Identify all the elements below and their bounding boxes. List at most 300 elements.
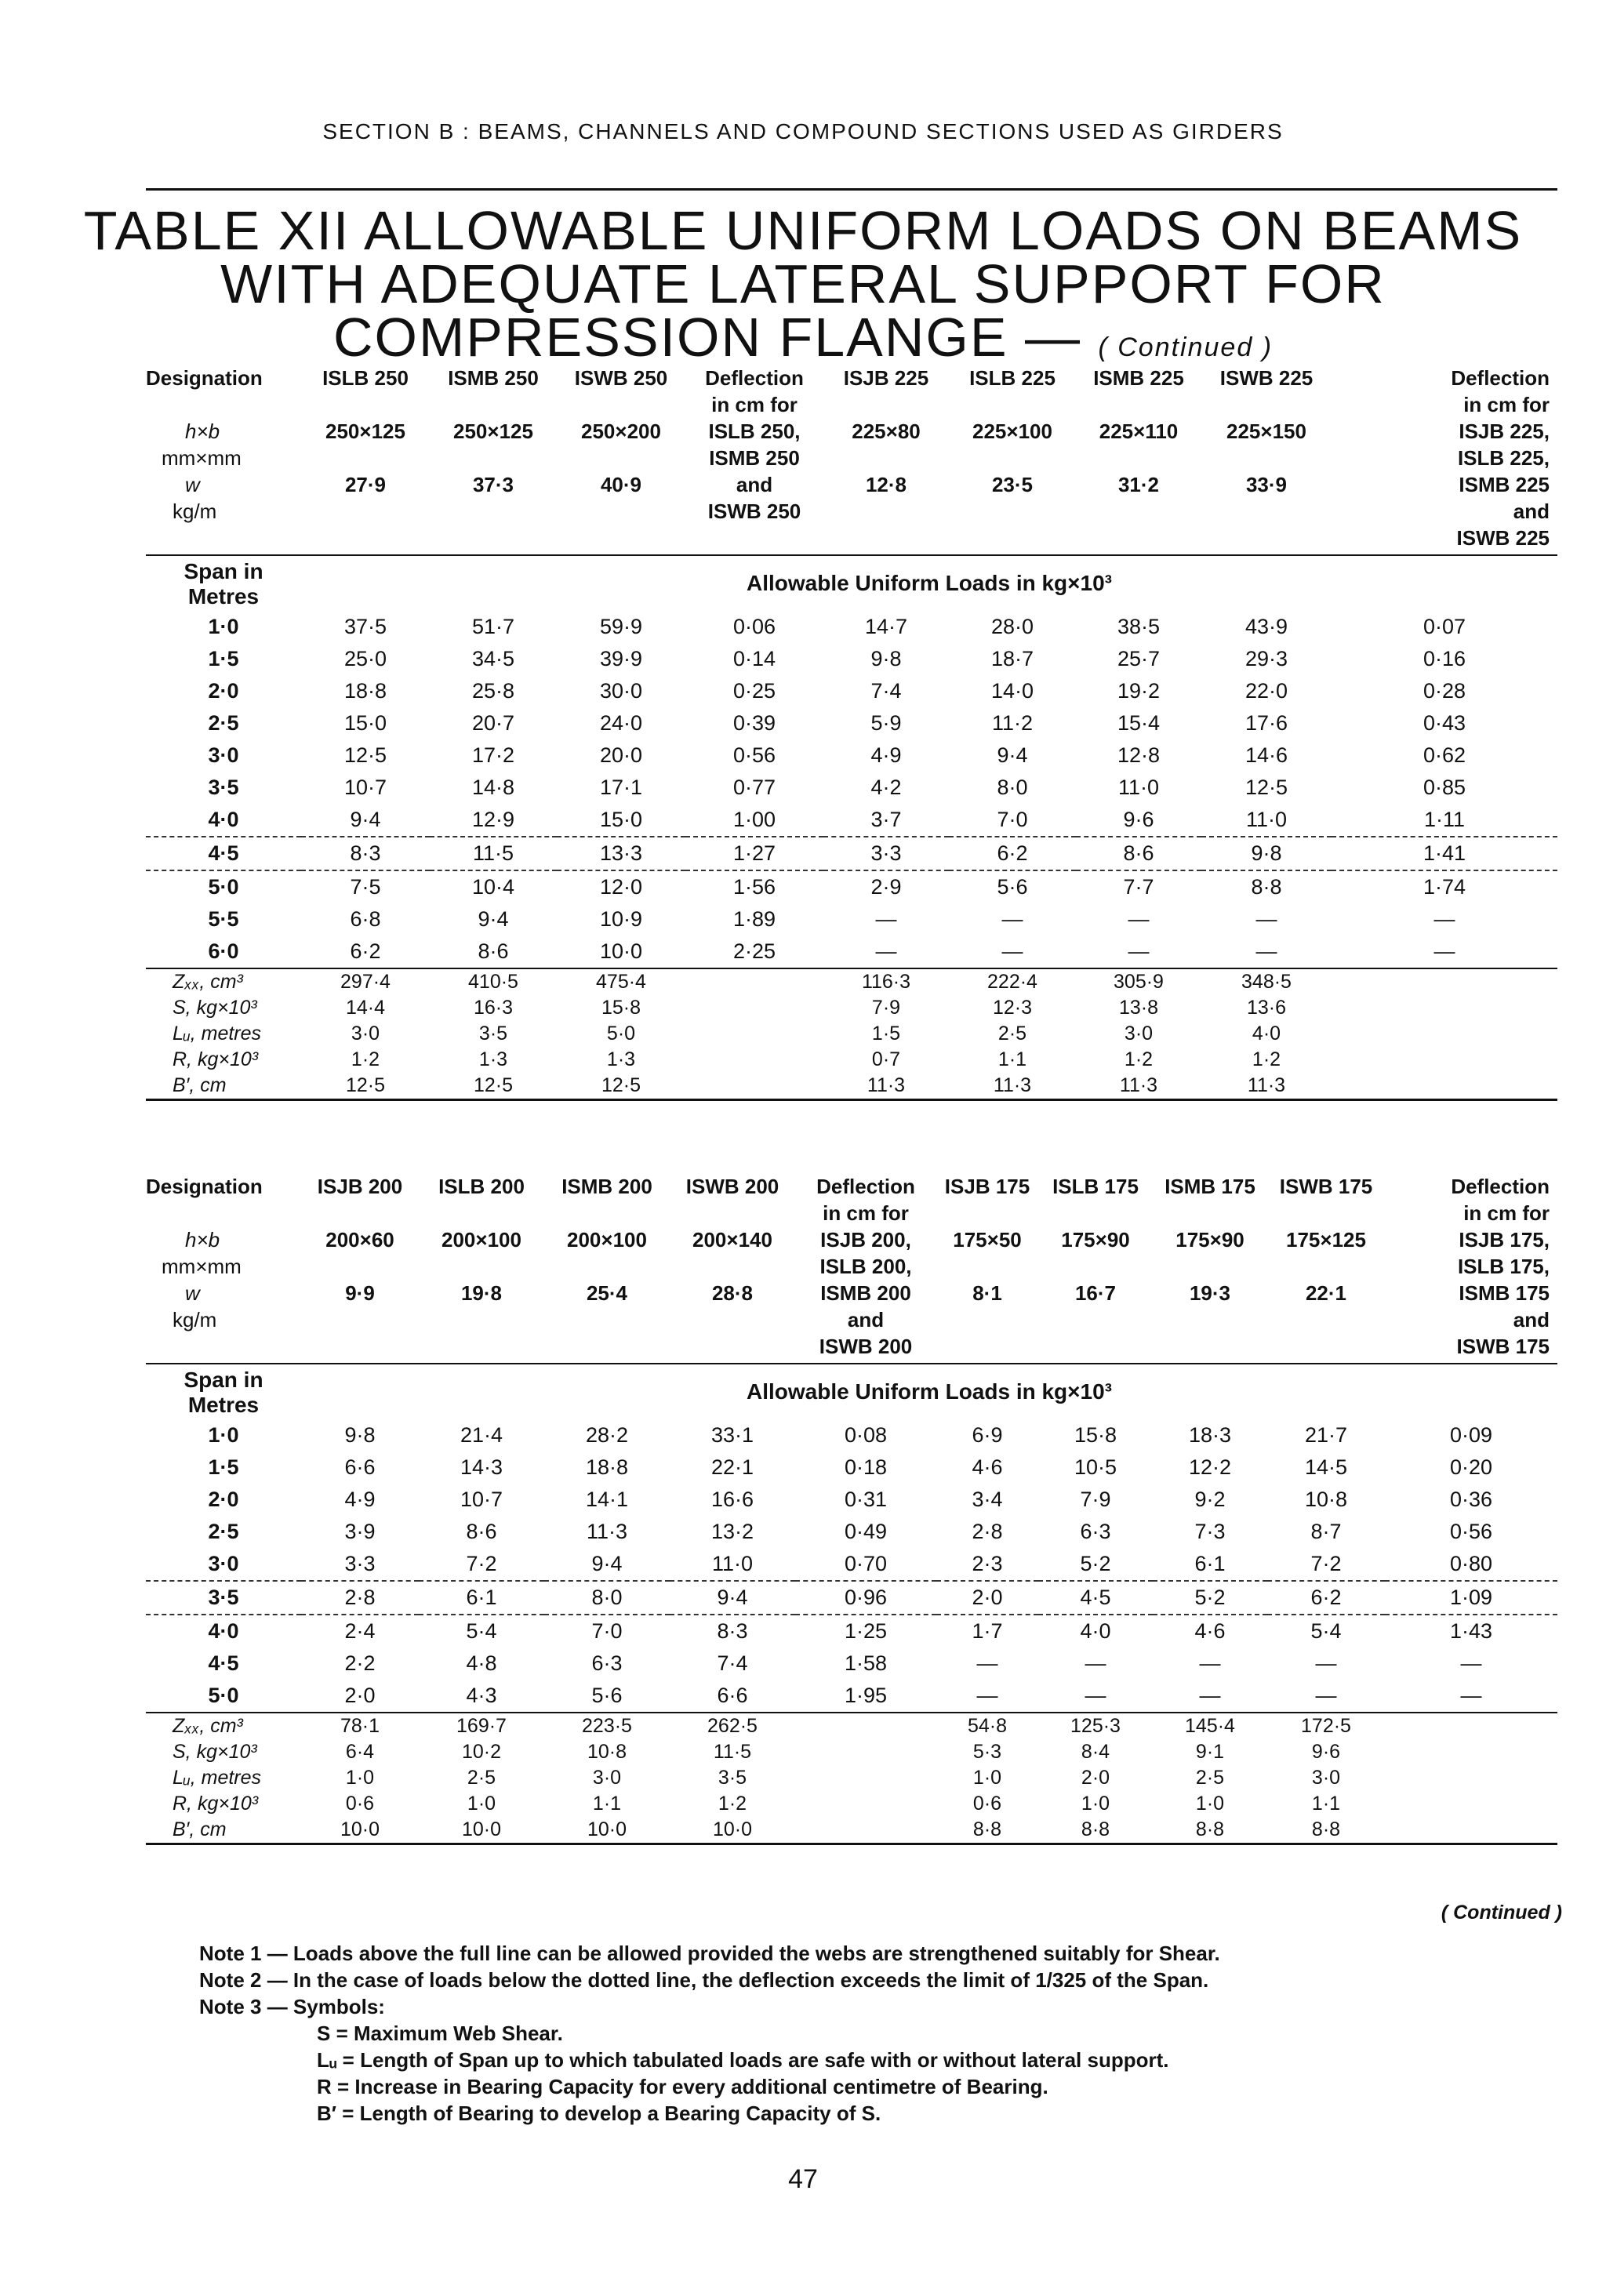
table-cell: 6·3 <box>1080 1520 1111 1543</box>
table-cell: 2·5 <box>997 1023 1027 1044</box>
table-cell: 4·9 <box>344 1488 376 1511</box>
table-cell: 0·36 <box>1449 1488 1493 1511</box>
w-cell: 28·8 <box>711 1281 754 1305</box>
row-label: 1·5 <box>208 647 239 670</box>
table-cell: 0·16 <box>1423 647 1466 670</box>
table-cell: 5·4 <box>419 1615 544 1648</box>
table-cell: 8·3 <box>301 837 430 870</box>
row-label: 6·0 <box>208 939 239 963</box>
table-row <box>146 1484 1557 1516</box>
table-cell: 7·0 <box>544 1615 670 1648</box>
table-cell: — <box>875 907 897 931</box>
table-cell <box>1332 1073 1557 1099</box>
table-cell: 10·5 <box>1074 1455 1117 1479</box>
row-label: 1·0 <box>208 1423 239 1447</box>
table-cell: 17·1 <box>599 776 643 799</box>
designation-label: Designation <box>146 366 263 390</box>
w-cell: 19·3 <box>1189 1281 1231 1305</box>
row-label: S, kg×10³ <box>173 1741 257 1763</box>
table-cell <box>1332 1047 1557 1073</box>
table-cell: 0·56 <box>732 743 776 767</box>
table-cell: 2·4 <box>301 1615 419 1648</box>
table-row <box>146 1765 1557 1791</box>
table-cell: 12·5 <box>1244 776 1288 799</box>
table-cell: 9·4 <box>670 1581 795 1615</box>
table-cell: 8·0 <box>544 1581 670 1615</box>
w-cell: 8·1 <box>972 1281 1002 1305</box>
table-cell: 10·0 <box>461 1818 502 1840</box>
table-cell <box>1385 1791 1557 1817</box>
table-cell: 30·0 <box>599 679 643 703</box>
w-unit-label: kg/m <box>173 1308 217 1331</box>
w-cell: 16·7 <box>1074 1281 1117 1305</box>
table-cell: — <box>1085 1684 1106 1707</box>
table-cell: 2·3 <box>972 1552 1003 1575</box>
table-cell: 7·0 <box>997 808 1028 831</box>
table-cell: 6·1 <box>419 1581 544 1615</box>
table-cell: 14·0 <box>990 679 1034 703</box>
table-cell: 8·3 <box>670 1615 795 1648</box>
table-cell: 18·7 <box>990 647 1034 670</box>
table-cell: 0·39 <box>732 711 776 735</box>
table-cell <box>1385 1765 1557 1791</box>
table-row <box>146 1021 1557 1047</box>
span-label-2: Metres <box>187 584 260 609</box>
table-cell: 8·6 <box>478 939 509 963</box>
w-cell: 12·8 <box>865 473 907 496</box>
table-cell: 33·1 <box>710 1423 754 1447</box>
section-header: SECTION B : BEAMS, CHANNELS AND COMPOUND SECTIONS USED AS GIRDERS <box>322 119 1284 144</box>
hb-unit-label: mm×mm <box>162 446 242 470</box>
table-cell: — <box>1315 1684 1337 1707</box>
row-label: R, kg×10³ <box>173 1793 259 1815</box>
w-label: w <box>185 1281 200 1305</box>
hb-cell: 250×125 <box>453 420 533 443</box>
row-label: Zₓₓ, cm³ <box>173 971 243 993</box>
table-cell: 59·9 <box>599 615 643 638</box>
table-cell: — <box>1128 907 1150 931</box>
w-cell: 22·1 <box>1305 1281 1347 1305</box>
notes <box>199 1940 1548 2127</box>
table-cell: 17·6 <box>1244 711 1288 735</box>
table-row <box>146 1451 1557 1484</box>
designation-cell: ISJB 175 <box>944 1175 1030 1198</box>
table-cell: 2·25 <box>732 939 776 963</box>
table-cell: 10·2 <box>461 1741 502 1763</box>
row-label: 3·5 <box>208 776 239 799</box>
note-label: Note 1 <box>199 1942 262 1965</box>
table-cell <box>795 1817 936 1843</box>
table-row <box>146 1581 1557 1615</box>
table-cell: 1·1 <box>1311 1793 1341 1815</box>
table-row <box>146 1791 1557 1817</box>
table-cell: 11·3 <box>586 1520 628 1543</box>
block2-load-table <box>146 1419 1557 1712</box>
hb-cell: 225×80 <box>852 420 921 443</box>
table-cell: 297·4 <box>340 971 391 993</box>
row-label: Lᵤ, metres <box>173 1767 262 1789</box>
table-row <box>146 739 1557 772</box>
table-cell: 7·2 <box>466 1552 497 1575</box>
table-cell: 1·7 <box>936 1615 1038 1648</box>
designation-cell: ISJB 200 <box>317 1175 403 1198</box>
table-cell: 2·0 <box>936 1581 1038 1615</box>
table-cell: 0·49 <box>844 1520 888 1543</box>
table-cell: 0·07 <box>1423 615 1466 638</box>
hb-cell: 175×125 <box>1286 1228 1366 1252</box>
table-cell: 6·8 <box>350 907 381 931</box>
table-cell: 1·11 <box>1423 808 1466 831</box>
table-cell: 14·4 <box>345 997 386 1019</box>
table-cell: 0·6 <box>345 1793 375 1815</box>
hb-label: h×b <box>185 1228 220 1252</box>
table-cell: — <box>1255 907 1277 931</box>
designation-cell: ISLB 250 <box>322 366 409 390</box>
table-cell: 12·8 <box>1117 743 1161 767</box>
table-cell: 3·9 <box>344 1520 376 1543</box>
table-cell: 3·7 <box>870 808 902 831</box>
table-row <box>146 1648 1557 1680</box>
title-continued: ( Continued ) <box>1098 332 1274 362</box>
table-cell: 3·0 <box>592 1767 622 1789</box>
table-cell: 475·4 <box>596 971 646 993</box>
w-unit-label: kg/m <box>173 500 217 523</box>
table-cell: 0·56 <box>1449 1520 1493 1543</box>
table-cell: — <box>1433 907 1455 931</box>
table-cell: 12·5 <box>601 1074 641 1096</box>
table-cell: 5·0 <box>606 1023 636 1044</box>
table-cell: — <box>1001 907 1023 931</box>
note-text: — Loads above the full line can be allowed provided the webs are strengthened suitably for Shear. <box>267 1942 1220 1965</box>
table-cell: — <box>1199 1684 1221 1707</box>
table-cell: 2·9 <box>823 870 949 903</box>
table-cell: 172·5 <box>1301 1715 1351 1737</box>
table-row <box>146 1548 1557 1581</box>
table-cell: 25·0 <box>343 647 387 670</box>
row-label: 2·0 <box>208 1488 239 1511</box>
table-cell: 21·4 <box>460 1423 503 1447</box>
table-cell: 8·8 <box>1195 1818 1225 1840</box>
table-cell: 7·9 <box>1080 1488 1111 1511</box>
table-cell: 13·8 <box>1118 997 1159 1019</box>
table-row <box>146 870 1557 903</box>
table-cell: 1·3 <box>606 1048 636 1070</box>
note-label: Note 2 <box>199 1968 262 1992</box>
table-cell: 1·09 <box>1385 1581 1557 1615</box>
table-cell: — <box>1433 939 1455 963</box>
hb-cell: 200×100 <box>441 1228 521 1252</box>
table-cell <box>1385 1817 1557 1843</box>
table-row <box>146 1073 1557 1099</box>
table-cell <box>1332 995 1557 1021</box>
designation-cell: ISJB 225 <box>843 366 929 390</box>
table-cell: — <box>1460 1684 1482 1707</box>
table-cell: 1·27 <box>685 837 823 870</box>
hb-cell: 200×100 <box>567 1228 647 1252</box>
table-cell: 20·0 <box>599 743 643 767</box>
table-cell: — <box>976 1651 998 1675</box>
table-cell <box>685 1047 823 1073</box>
table-cell: 0·25 <box>732 679 776 703</box>
table-cell: 12·5 <box>473 1074 514 1096</box>
table-cell: 2·0 <box>344 1684 376 1707</box>
hb-cell: 200×60 <box>325 1228 394 1252</box>
loads-caption: Allowable Uniform Loads in kg×10³ <box>747 571 1112 595</box>
designation-cell: ISWB 250 <box>574 366 668 390</box>
table-cell: 5·6 <box>591 1684 623 1707</box>
table-cell: 0·43 <box>1423 711 1466 735</box>
table-cell: 1·5 <box>871 1023 901 1044</box>
table-cell: 10·0 <box>599 939 643 963</box>
table-cell: 9·8 <box>870 647 902 670</box>
table-cell: 262·5 <box>707 1715 758 1737</box>
row-label: 5·5 <box>208 907 239 931</box>
table-cell: 1·25 <box>795 1615 936 1648</box>
table-cell: 15·8 <box>601 997 641 1019</box>
table-cell: 14·6 <box>1244 743 1288 767</box>
table-cell: 1·2 <box>1124 1048 1154 1070</box>
table-cell: 5·2 <box>1153 1581 1267 1615</box>
table-cell <box>795 1765 936 1791</box>
table-cell: 5·9 <box>870 711 902 735</box>
deflection-header: Deflection in cm for ISJB 175, ISLB 175, ISMB 175 and ISWB 175 <box>1451 1175 1550 1358</box>
table-cell: 10·7 <box>460 1488 503 1511</box>
row-label: 5·0 <box>208 1684 239 1707</box>
table-cell: 348·5 <box>1241 971 1292 993</box>
table-cell: 13·2 <box>710 1520 754 1543</box>
table-cell: 3·0 <box>1311 1767 1341 1789</box>
table-cell: 28·2 <box>585 1423 629 1447</box>
table-cell: 10·0 <box>712 1818 753 1840</box>
table-cell: 2·8 <box>301 1581 419 1615</box>
table-cell: 12·0 <box>557 870 685 903</box>
table-cell: 13·3 <box>557 837 685 870</box>
table-cell: 11·2 <box>991 711 1034 735</box>
table-cell: 5·6 <box>949 870 1076 903</box>
table-cell: 1·3 <box>478 1048 508 1070</box>
table-cell: 24·0 <box>599 711 643 735</box>
table-cell: 7·4 <box>717 1651 748 1675</box>
table-cell: 10·0 <box>340 1818 380 1840</box>
table-cell: 4·2 <box>870 776 902 799</box>
table-cell: 1·2 <box>718 1793 747 1815</box>
table-cell: 14·5 <box>1304 1455 1348 1479</box>
table-row <box>146 1047 1557 1073</box>
table-cell: 22·0 <box>1244 679 1288 703</box>
row-label: 2·0 <box>208 679 239 703</box>
table-cell: 18·3 <box>1188 1423 1232 1447</box>
table-row <box>146 611 1557 643</box>
table-cell: 4·0 <box>1038 1615 1153 1648</box>
table-cell: 18·8 <box>585 1455 629 1479</box>
table-cell: 11·3 <box>1247 1074 1286 1096</box>
table-cell: 7·5 <box>301 870 430 903</box>
row-label: 2·5 <box>208 711 239 735</box>
table-cell: 11·5 <box>713 1741 752 1763</box>
deflection-header: Deflection in cm for ISLB 250, ISMB 250 and ISWB 250 <box>705 366 804 523</box>
designation-cell: ISMB 225 <box>1093 366 1184 390</box>
table-cell: 3·0 <box>1124 1023 1154 1044</box>
table-cell: 10·0 <box>587 1818 627 1840</box>
hb-cell: 200×140 <box>692 1228 772 1252</box>
table-cell: 1·95 <box>844 1684 888 1707</box>
table-cell: 2·2 <box>344 1651 376 1675</box>
designation-cell: ISMB 250 <box>448 366 539 390</box>
table-cell: 12·3 <box>992 997 1033 1019</box>
table-cell: 3·3 <box>344 1552 376 1575</box>
symbol-lu: Lᵤ = Length of Span up to which tabulated loads are safe with or without lateral support. <box>317 2048 1169 2072</box>
table-cell <box>685 969 823 995</box>
table-cell: 10·8 <box>1304 1488 1348 1511</box>
table-cell: 0·06 <box>732 615 776 638</box>
table-cell: 3·4 <box>972 1488 1003 1511</box>
table-cell: 222·4 <box>987 971 1037 993</box>
table-cell: 12·2 <box>1188 1455 1232 1479</box>
table-cell: 16·3 <box>473 997 514 1019</box>
note-3 <box>199 1993 1548 2020</box>
w-label: w <box>185 473 200 496</box>
table-cell: 0·85 <box>1423 776 1466 799</box>
table-cell <box>795 1713 936 1739</box>
table-cell: 14·7 <box>864 615 908 638</box>
table-cell: 1·0 <box>1081 1793 1110 1815</box>
table-block-2 <box>146 1173 1557 1845</box>
loads-caption: Allowable Uniform Loads in kg×10³ <box>747 1379 1112 1404</box>
span-label: Span in <box>183 559 263 583</box>
table-cell: 11·0 <box>1117 776 1160 799</box>
hb-cell: 250×125 <box>325 420 405 443</box>
table-cell: 11·5 <box>430 837 557 870</box>
table-cell: — <box>1460 1651 1482 1675</box>
table-row <box>146 707 1557 739</box>
table-cell: 17·2 <box>471 743 515 767</box>
row-label: 4·5 <box>208 1651 239 1675</box>
table-cell <box>685 1021 823 1047</box>
table-cell: 1·2 <box>1252 1048 1281 1070</box>
rule <box>146 1843 1557 1845</box>
table-cell: 11·0 <box>711 1552 754 1575</box>
table-cell: — <box>875 939 897 963</box>
table-cell: 0·20 <box>1449 1455 1493 1479</box>
row-label: 2·5 <box>208 1520 239 1543</box>
table-cell: 6·9 <box>972 1423 1003 1447</box>
span-caption-row <box>146 1364 1557 1419</box>
table-cell: 1·0 <box>345 1767 375 1789</box>
table-cell: 0·6 <box>972 1793 1002 1815</box>
table-row <box>146 1516 1557 1548</box>
table-row <box>146 1419 1557 1451</box>
table-block-1 <box>146 365 1557 1101</box>
row-label: 3·5 <box>146 1581 301 1615</box>
table-row <box>146 903 1557 935</box>
table-cell <box>685 1073 823 1099</box>
table-cell: 6·1 <box>1194 1552 1226 1575</box>
table-cell: 8·6 <box>466 1520 497 1543</box>
table-cell: 3·3 <box>823 837 949 870</box>
table-cell: 410·5 <box>468 971 518 993</box>
table-cell: 0·70 <box>844 1552 888 1575</box>
symbol-b: B′ = Length of Bearing to develop a Bearing Capacity of S. <box>317 2102 881 2125</box>
table-cell: 22·1 <box>710 1455 754 1479</box>
row-label: B′, cm <box>173 1818 227 1840</box>
deflection-header: Deflection in cm for ISJB 200, ISLB 200, ISMB 200 and ISWB 200 <box>816 1175 915 1358</box>
table-cell: 1·00 <box>732 808 776 831</box>
hb-unit-label: mm×mm <box>162 1255 242 1278</box>
note-2 <box>199 1967 1548 1993</box>
table-cell: 16·6 <box>710 1488 754 1511</box>
table-cell: 0·80 <box>1449 1552 1493 1575</box>
block1-properties-table <box>146 969 1557 1099</box>
table-cell: 3·5 <box>478 1023 508 1044</box>
table-row <box>146 1680 1557 1712</box>
table-cell: 28·0 <box>990 615 1034 638</box>
w-cell: 9·9 <box>345 1281 375 1305</box>
table-cell: 116·3 <box>861 971 911 993</box>
designation-cell: ISLB 200 <box>438 1175 525 1198</box>
table-cell: 38·5 <box>1117 615 1161 638</box>
hb-cell: 175×90 <box>1061 1228 1130 1252</box>
table-cell: 43·9 <box>1244 615 1288 638</box>
table-cell: 6·2 <box>1267 1581 1385 1615</box>
table-cell: 12·5 <box>345 1074 386 1096</box>
table-cell: 8·6 <box>1076 837 1201 870</box>
table-cell: 21·7 <box>1304 1423 1348 1447</box>
note-text: — In the case of loads below the dotted line, the deflection exceeds the limit of 1/325 of the Span. <box>267 1968 1209 1992</box>
top-rule <box>146 188 1557 191</box>
table-row <box>146 772 1557 804</box>
table-cell: 2·8 <box>972 1520 1003 1543</box>
designation-cell: ISWB 175 <box>1279 1175 1373 1198</box>
table-cell <box>1332 969 1557 995</box>
table-cell: 1·58 <box>844 1651 888 1675</box>
table-title-line-2: WITH ADEQUATE LATERAL SUPPORT FOR <box>220 253 1386 314</box>
row-label: S, kg×10³ <box>173 997 257 1019</box>
row-label: 4·0 <box>208 808 239 831</box>
table-cell: 305·9 <box>1114 971 1164 993</box>
designation-cell: ISMB 200 <box>561 1175 652 1198</box>
table-cell: 13·6 <box>1246 997 1287 1019</box>
table-cell: 9·4 <box>591 1552 623 1575</box>
table-cell: 1·41 <box>1332 837 1557 870</box>
table-cell: 1·74 <box>1332 870 1557 903</box>
table-cell: 54·8 <box>967 1715 1008 1737</box>
table-cell: 11·3 <box>1119 1074 1158 1096</box>
hb-label: h×b <box>185 420 220 443</box>
table-cell: 11·0 <box>1245 808 1288 831</box>
table-cell: 1·0 <box>972 1767 1002 1789</box>
note-1 <box>199 1940 1548 1967</box>
table-row <box>146 837 1557 870</box>
rule <box>146 1099 1557 1101</box>
table-cell: 1·0 <box>467 1793 496 1815</box>
table-cell: 7·4 <box>870 679 902 703</box>
note-label: Note 3 <box>199 1995 262 2018</box>
row-label: 3·0 <box>208 743 239 767</box>
row-label: 5·0 <box>146 870 301 903</box>
table-cell: 9·4 <box>478 907 509 931</box>
hb-cell: 250×200 <box>581 420 661 443</box>
table-cell: 15·4 <box>1117 711 1161 735</box>
table-cell: 9·2 <box>1194 1488 1226 1511</box>
table-cell: 2·5 <box>467 1767 496 1789</box>
table-cell: 1·89 <box>732 907 776 931</box>
table-cell: 7·7 <box>1076 870 1201 903</box>
table-cell: 4·6 <box>1153 1615 1267 1648</box>
table-cell: 0·31 <box>844 1488 888 1511</box>
table-cell: 1·1 <box>592 1793 622 1815</box>
w-cell: 40·9 <box>600 473 642 496</box>
table-cell: 11·3 <box>993 1074 1032 1096</box>
